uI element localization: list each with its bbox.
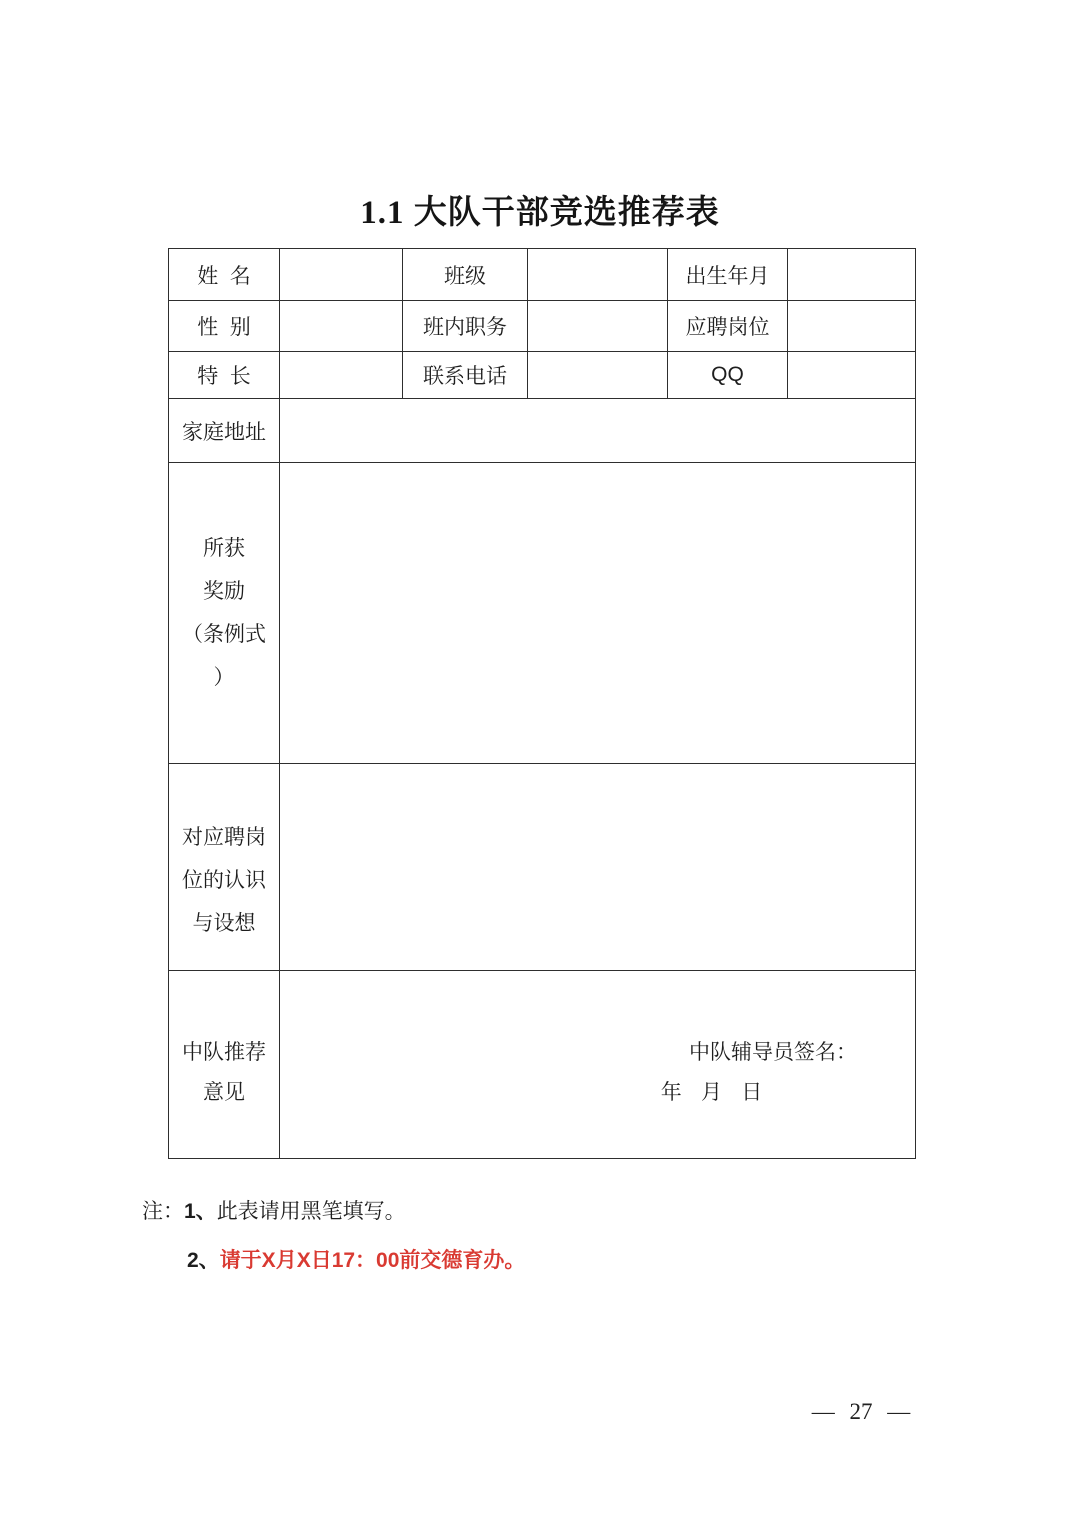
position-understanding-label-line: 与设想 xyxy=(192,910,256,935)
note-1-text: 此表请用黑笔填写。 xyxy=(216,1199,406,1223)
class-label: 班级 xyxy=(403,249,528,301)
awards-label-line: 所获 xyxy=(203,536,245,560)
page-title: 1.1 大队干部竞选推荐表 xyxy=(360,195,720,231)
footnotes xyxy=(142,1196,525,1276)
note-2-number: 2、 xyxy=(187,1249,220,1272)
note-1-number: 1、 xyxy=(184,1200,217,1223)
counselor-signature-label: 中队辅导员签名： xyxy=(689,1039,857,1064)
note-line-1 xyxy=(142,1196,525,1227)
note-line-2 xyxy=(187,1245,525,1276)
name-value-cell xyxy=(280,249,403,301)
specialty-value-cell xyxy=(280,352,403,399)
home-address-label: 家庭地址 xyxy=(169,399,280,463)
position-understanding-label-line: 位的认识 xyxy=(182,867,266,892)
specialty-label: 特长 xyxy=(169,352,280,399)
class-duty-value-cell xyxy=(528,301,668,352)
phone-value-cell xyxy=(528,352,668,399)
recommendation-form-table xyxy=(168,248,916,1159)
qq-value-cell xyxy=(788,352,916,399)
squadron-recommendation-label xyxy=(169,971,280,1159)
gender-value-cell xyxy=(280,301,403,352)
table-row-awards xyxy=(169,463,916,764)
class-duty-label: 班内职务 xyxy=(403,301,528,352)
birth-date-label: 出生年月 xyxy=(668,249,788,301)
position-understanding-label xyxy=(169,764,280,971)
birth-date-value-cell xyxy=(788,249,916,301)
gender-label: 性别 xyxy=(169,301,280,352)
awards-label xyxy=(169,463,280,764)
page-number: — 27 — xyxy=(811,1399,911,1424)
note-prefix: 注： xyxy=(142,1199,184,1223)
date-placeholder-label: 年 月 日 xyxy=(660,1079,763,1104)
applied-position-value-cell xyxy=(788,301,916,352)
awards-label-line: ） xyxy=(213,665,235,689)
table-row-name-class-birth xyxy=(169,249,916,301)
squadron-recommendation-label-line: 中队推荐 xyxy=(182,1039,266,1064)
table-row-address xyxy=(169,399,916,463)
home-address-value-cell xyxy=(280,399,916,463)
awards-label-line: （条例式 xyxy=(182,622,266,646)
table-row-position-understanding xyxy=(169,764,916,971)
table-row-gender-duty-position xyxy=(169,301,916,352)
awards-label-line: 奖励 xyxy=(203,579,245,603)
note-2-deadline-text: 请于X月X日17：00前交德育办。 xyxy=(219,1249,526,1272)
qq-label: QQ xyxy=(668,352,788,399)
name-label: 姓名 xyxy=(169,249,280,301)
table-row-recommendation xyxy=(169,971,916,1159)
squadron-recommendation-label-line: 意见 xyxy=(203,1079,245,1104)
position-understanding-value-cell xyxy=(280,764,916,971)
position-understanding-label-line: 对应聘岗 xyxy=(182,824,266,849)
phone-label: 联系电话 xyxy=(403,352,528,399)
class-value-cell xyxy=(528,249,668,301)
table-row-specialty-phone-qq xyxy=(169,352,916,399)
awards-value-cell xyxy=(280,463,916,764)
recommendation-content-cell xyxy=(280,971,916,1159)
applied-position-label: 应聘岗位 xyxy=(668,301,788,352)
